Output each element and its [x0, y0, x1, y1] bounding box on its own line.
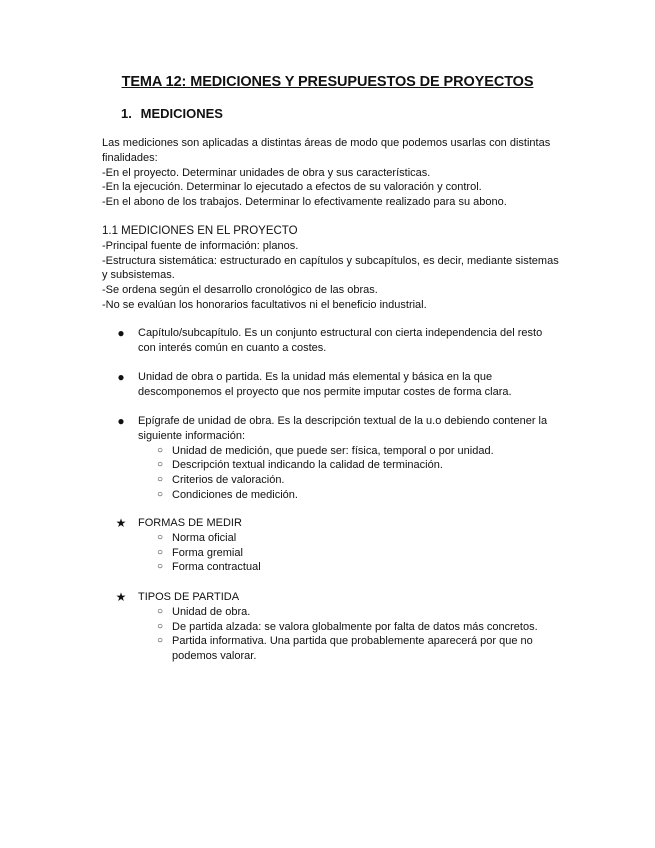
sub-list-text: Unidad de obra. [172, 605, 251, 618]
star-icon: ★ [115, 590, 127, 604]
circle-bullet-icon: ○ [157, 531, 164, 543]
circle-bullet-icon: ○ [157, 444, 164, 456]
sub-list-item [138, 620, 554, 635]
sub-list-item [138, 531, 554, 546]
star-item-formas-de-medir [114, 516, 554, 575]
sub-list-item [138, 444, 554, 459]
sub-list-epigrafe [138, 444, 554, 503]
subsection-line: -Principal fuente de información: planos. [102, 239, 299, 252]
subsection-line: -Estructura sistemática: estructurado en capítulos y subcapítulos, es decir, mediante sistemas y subsistemas. [102, 254, 559, 282]
bullet-text: Epígrafe de unidad de obra. Es la descripción textual de la u.o debiendo contener la siguiente información: [138, 415, 548, 442]
bullet-list-1 [114, 326, 554, 356]
subsection-line: -No se evalúan los honorarios facultativos ni el beneficio industrial. [102, 298, 427, 311]
subsection-heading: 1.1 MEDICIONES EN EL PROYECTO [102, 225, 298, 237]
star-item-label: FORMAS DE MEDIR [138, 517, 242, 529]
bullet-item-epigrafe [114, 414, 554, 503]
bullet-list-3 [114, 414, 554, 503]
bullet-dot-icon: ● [117, 326, 125, 340]
sub-list-text: Condiciones de medición. [172, 488, 298, 501]
sub-list-text: Forma contractual [172, 561, 261, 574]
sub-list-text: De partida alzada: se valora globalmente por falta de datos más concretos. [172, 620, 538, 633]
sub-list-text: Forma gremial [172, 546, 243, 559]
sub-list-item [138, 473, 554, 488]
sub-list-item [138, 634, 554, 664]
sub-list-text: Descripción textual indicando la calidad de terminación. [172, 459, 443, 472]
sub-list-text: Partida informativa. Una partida que probablemente aparecerá por que no podemos valorar. [172, 635, 533, 663]
intro-paragraph: Las mediciones son aplicadas a distintas áreas de modo que podemos usarlas con distintas finalidades: [102, 137, 551, 164]
sub-list-text: Norma oficial [172, 531, 237, 544]
intro-line: -En el abono de los trabajos. Determinar lo efectivamente realizado para su abono. [102, 196, 507, 209]
intro-line: -En el proyecto. Determinar unidades de obra y sus características. [102, 166, 431, 179]
star-item-label: TIPOS DE PARTIDA [138, 591, 240, 603]
circle-bullet-icon: ○ [157, 546, 164, 558]
subsection-block [102, 224, 562, 313]
star-list-tipos [114, 590, 554, 664]
intro-line: -En la ejecución. Determinar lo ejecutado a efectos de su valoración y control. [102, 181, 482, 194]
bullet-dot-icon: ● [117, 370, 125, 384]
subsection-line: -Se ordena según el desarrollo cronológico de las obras. [102, 284, 378, 297]
circle-bullet-icon: ○ [157, 635, 164, 647]
circle-bullet-icon: ○ [157, 474, 164, 486]
document-title: TEMA 12: MEDICIONES Y PRESUPUESTOS DE PROYECTOS [121, 74, 534, 90]
bullet-item-unidad-obra [114, 370, 554, 400]
sub-list-item [138, 488, 554, 503]
sub-list-text: Criterios de valoración. [172, 474, 285, 487]
sub-list-item [138, 605, 554, 620]
bullet-item-capitulo [114, 326, 554, 356]
bullet-text: Capítulo/subcapítulo. Es un conjunto estructural con cierta independencia del resto con interés común en cuanto a costes. [138, 327, 543, 354]
star-icon: ★ [115, 516, 127, 530]
circle-bullet-icon: ○ [157, 561, 164, 573]
sub-list-tipos [138, 605, 554, 664]
circle-bullet-icon: ○ [157, 605, 164, 617]
circle-bullet-icon: ○ [157, 620, 164, 632]
section-heading-text: MEDICIONES [140, 106, 223, 121]
section-number: 1. [121, 106, 132, 121]
sub-list-item [138, 546, 554, 561]
circle-bullet-icon: ○ [157, 488, 164, 500]
intro-block [102, 136, 562, 210]
star-list-formas [114, 516, 554, 575]
bullet-text: Unidad de obra o partida. Es la unidad más elemental y básica en la que descomponemos el proyecto que nos permite imputar costes de forma clara. [138, 371, 512, 398]
section-heading-mediciones [121, 106, 223, 121]
circle-bullet-icon: ○ [157, 459, 164, 471]
sub-list-formas [138, 531, 554, 575]
sub-list-text: Unidad de medición, que puede ser: física, temporal o por unidad. [172, 444, 494, 457]
star-item-tipos-de-partida [114, 590, 554, 664]
sub-list-item [138, 560, 554, 575]
sub-list-item [138, 458, 554, 473]
bullet-dot-icon: ● [117, 414, 125, 428]
bullet-list-2 [114, 370, 554, 400]
